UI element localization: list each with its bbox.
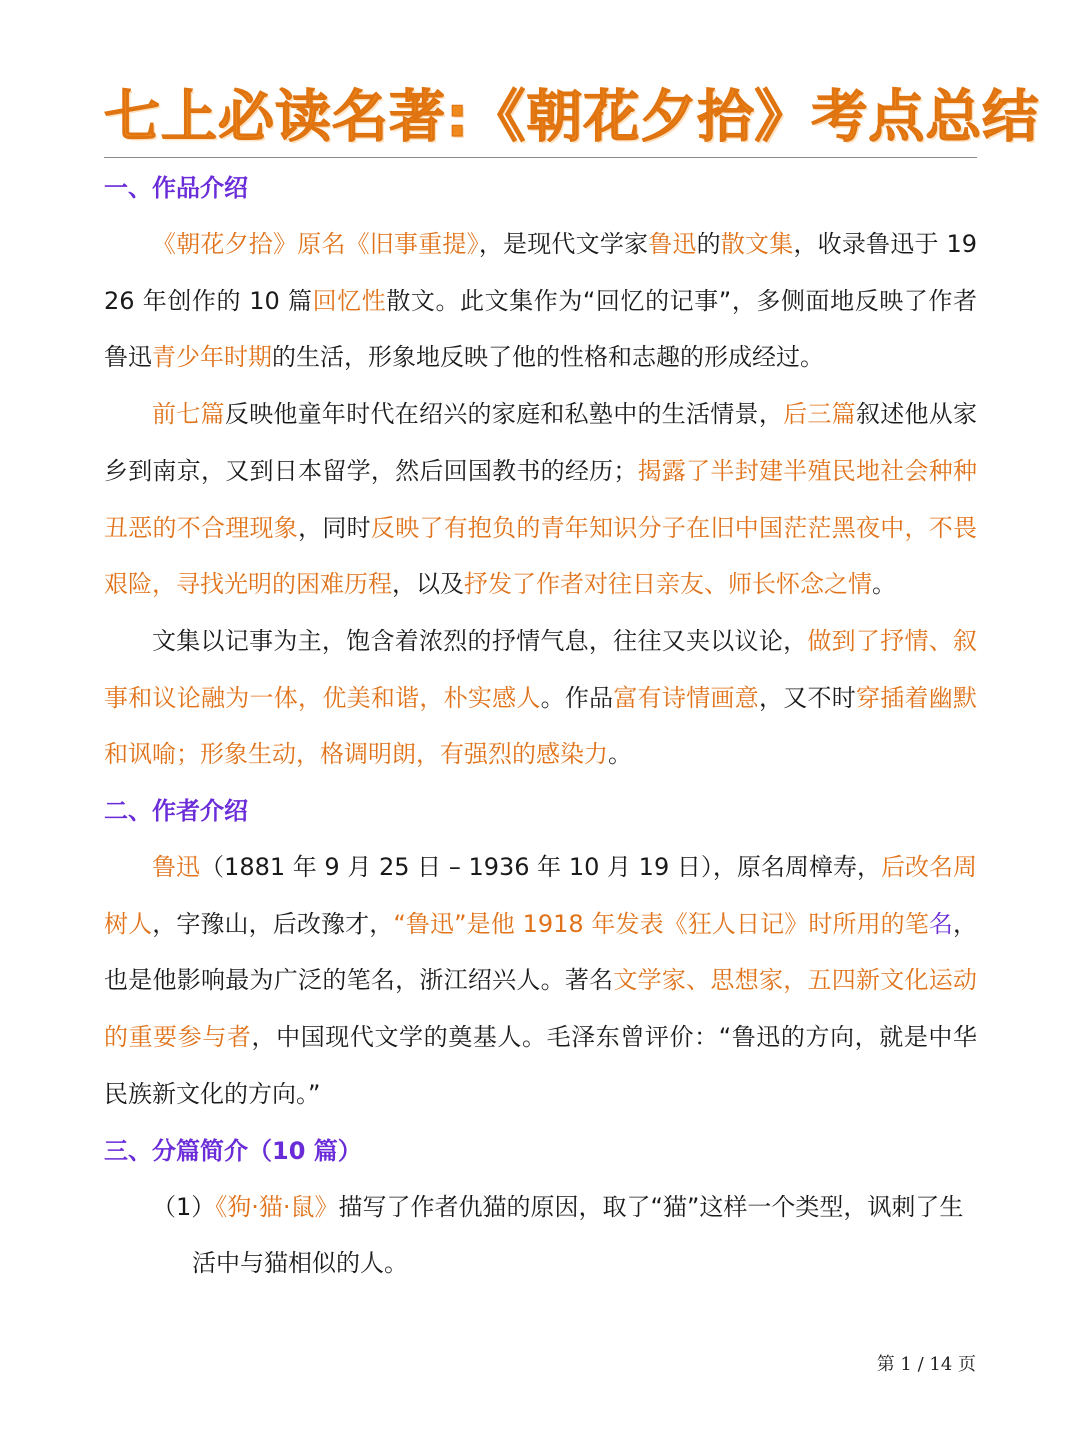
text-run: 的 [696, 230, 721, 258]
highlighted-text: 散文集 [720, 230, 794, 258]
text-run: 反映他童年时代在绍兴的家庭和私塾中的生活情景， [224, 400, 784, 429]
text-run: ，是现代文学家 [478, 230, 649, 258]
document-body [104, 160, 977, 1292]
highlighted-text: 鲁迅 [152, 853, 201, 882]
page-number: 第 1 / 14 页 [876, 1354, 976, 1375]
text-run: ，字豫山，后改豫才， [152, 909, 394, 938]
highlighted-text: 后三篇 [783, 400, 856, 429]
text-run: ，又不时 [758, 683, 856, 712]
list-item [152, 1179, 977, 1292]
text-run: ，同时 [298, 513, 371, 542]
highlighted-text: 富有诗情画意 [613, 683, 759, 712]
highlighted-text: 文学家、思想家，五四新文化运动的重要参与者 [104, 966, 978, 1052]
highlighted-text: 鲁迅 [648, 230, 697, 258]
text-run: 。 [872, 570, 896, 599]
text-run: 的生活，形象地反映了他的性格和志趣的形成经过。 [272, 343, 824, 372]
section-heading-chapters: 三、分篇简介（10 篇） [104, 1136, 362, 1165]
text-run: ，收录鲁迅于 1926 年创作的 10 篇 [104, 230, 978, 315]
highlighted-text: 青少年时期 [152, 343, 272, 372]
page-title: 七上必读名著:《朝花夕拾》考点总结 [104, 85, 1040, 150]
text-run: 。作品 [540, 683, 614, 712]
text-run: 叙述他从家乡到南京，又到日本留学，然后回国教书的经历； [104, 400, 978, 485]
text-run: 散文。此文集作为“回忆的记事”，多侧面地反映了作者鲁迅 [104, 286, 977, 372]
paragraph [104, 613, 977, 783]
highlighted-text: 《朝花夕拾》原名《旧事重提》 [152, 230, 479, 258]
text-run: （1） [152, 1192, 216, 1221]
highlighted-text-purple: 名 [928, 909, 954, 938]
highlighted-text: 做到了抒情、叙事和议论融为一体，优美和谐，朴实感人 [104, 626, 978, 712]
highlighted-text: 抒发了作者对往日亲友、师长怀念之情 [464, 570, 872, 599]
section-heading-intro: 一、作品介绍 [104, 174, 248, 202]
text-run: 描写了作者仇猫的原因，取了“猫”这样一个类型，讽刺了生活中与猫相似的人。 [192, 1192, 964, 1278]
highlighted-text: 回忆性 [312, 286, 387, 315]
highlighted-text: 反映了有抱负的青年知识分子在旧中国茫茫黑夜中，不畏艰险，寻找光明的困难历程 [104, 513, 978, 599]
text-run: ，也是他影响最为广泛的笔名，浙江绍兴人。著名 [104, 909, 978, 995]
highlighted-text: 穿插着幽默和讽喻；形象生动，格调明朗，有强烈的感染力 [104, 683, 978, 769]
highlighted-text: 揭露了半封建半殖民地社会种种丑恶的不合理现象 [104, 456, 978, 542]
text-run: 文集以记事为主，饱含着浓烈的抒情气息，往往又夹以议论， [152, 626, 808, 655]
text-run: ，中国现代文学的奠基人。毛泽东曾评价：“鲁迅的方向，就是中华民族新文化的方向。” [104, 1023, 978, 1108]
text-run: ，以及 [392, 570, 464, 599]
highlighted-text: 后改名周树人 [104, 853, 978, 938]
paragraph [104, 839, 977, 1123]
paragraph [104, 216, 977, 386]
section-heading-author: 二、作者介绍 [104, 797, 248, 826]
text-run: （1881 年 9 月 25 日 – 1936 年 10 月 19 日），原名周樟寿， [200, 853, 881, 882]
highlighted-text: “鲁迅”是他 1918 年发表《狂人日记》时所用的笔 [393, 909, 929, 938]
highlighted-text: 前七篇 [152, 400, 225, 429]
paragraph [104, 386, 977, 613]
highlighted-text: 《狗·猫·鼠》 [215, 1192, 339, 1221]
text-run: 。 [608, 740, 632, 769]
title-divider [104, 157, 977, 158]
